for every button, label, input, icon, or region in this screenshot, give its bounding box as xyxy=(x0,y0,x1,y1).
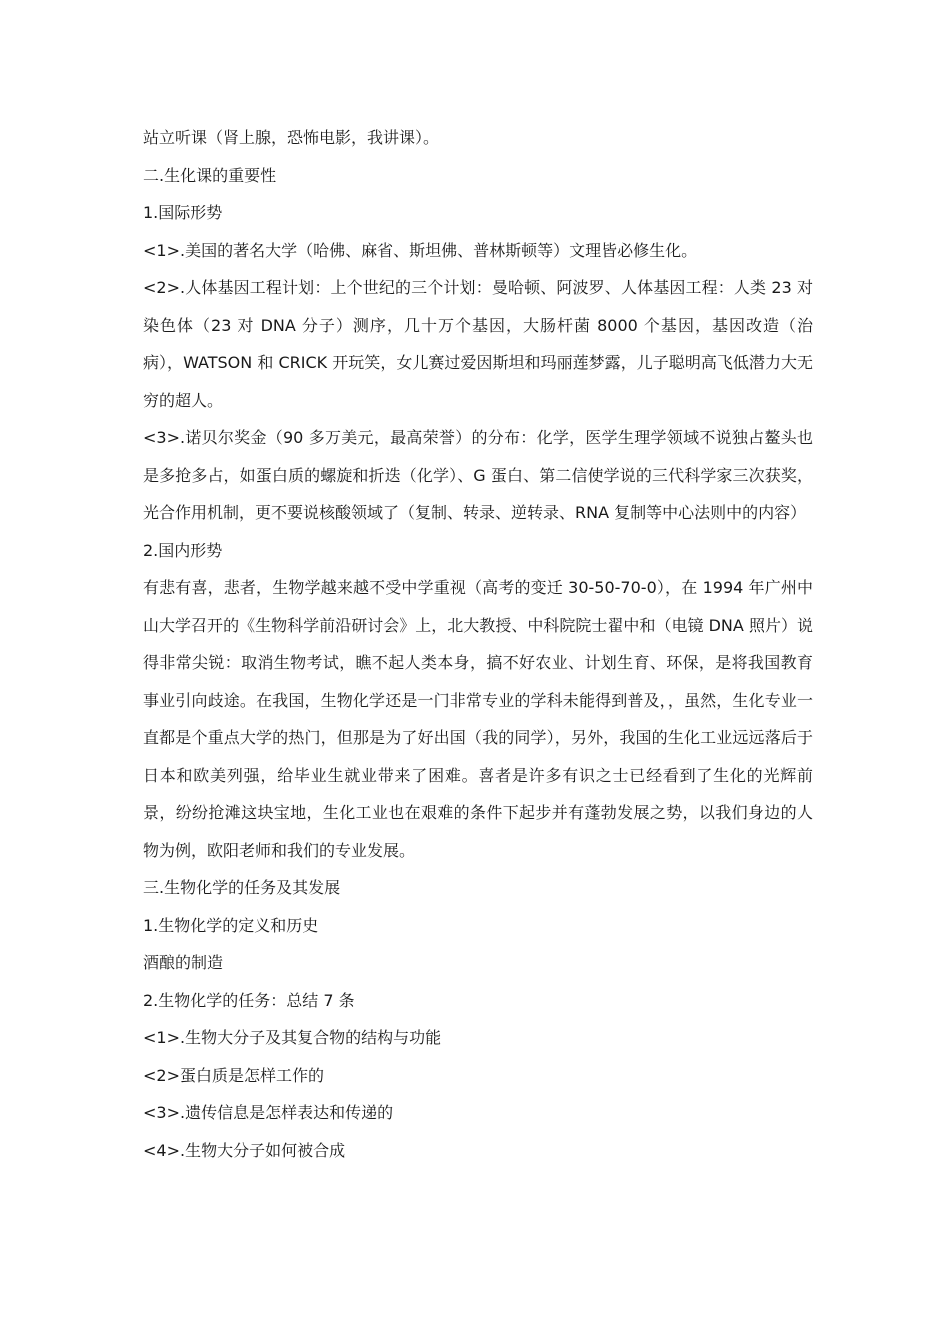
paragraph-standing-lecture: 站立听课（肾上腺，恐怖电影，我讲课）。 xyxy=(143,128,440,147)
subheading-definition-history: 1.生物化学的定义和历史 xyxy=(143,915,319,935)
list-item-task-4: <4>.生物大分子如何被合成 xyxy=(143,1140,346,1160)
paragraph-nobel-prize: <3>.诺贝尔奖金（90 多万美元，最高荣誉）的分布：化学，医学生理学领域不说独占鳌头也是多抢多占，如蛋白质的螺旋和折迭（化学）、G 蛋白、第二信使学说的三代科学家三次获奖，光合作用机制，更不要说核酸领域了（复制、转录、逆转录、RNA 复制等中心法则中的内容） xyxy=(143,428,813,522)
section-heading-tasks: 三.生物化学的任务及其发展 xyxy=(143,878,341,897)
paragraph-us-universities: <1>.美国的著名大学（哈佛、麻省、斯坦佛、普林斯顿等）文理皆必修生化。 xyxy=(143,240,698,260)
subheading-tasks-summary: 2.生物化学的任务：总结 7 条 xyxy=(143,990,355,1010)
document-body xyxy=(143,119,813,1169)
subheading-international: 1.国际形势 xyxy=(143,203,223,222)
paragraph-domestic-situation: 有悲有喜，悲者，生物学越来越不受中学重视（高考的变迁 30-50-70-0），在 1994 年广州中山大学召开的《生物科学前沿研讨会》上，北大教授、中科院院士翟中和（电镜 DNA 照片）说得非常尖锐：取消生物考试，瞧不起人类本身，搞不好农业、计划生育、环保，是将我国教育事业引向歧途。在我国，生物化学还是一门非常专业的学科未能得到普及，，虽然，生化专业一直都是个重点大学的热门，但那是为了好出国（我的同学），另外，我国的生化工业远远落后于日本和欧美列强，给毕业生就业带来了困难。喜者是许多有识之士已经看到了生化的光辉前景，纷纷抢滩这块宝地，生化工业也在艰难的条件下起步并有蓬勃发展之势，以我们身边的人物为例，欧阳老师和我们的专业发展。 xyxy=(143,578,813,860)
subheading-domestic: 2.国内形势 xyxy=(143,540,223,560)
list-item-task-2: <2>蛋白质是怎样工作的 xyxy=(143,1065,324,1085)
section-heading-importance: 二.生化课的重要性 xyxy=(143,165,277,185)
paragraph-rice-wine: 酒酿的制造 xyxy=(143,953,224,972)
list-item-task-1: <1>.生物大分子及其复合物的结构与功能 xyxy=(143,1028,442,1047)
paragraph-genome-project: <2>.人体基因工程计划：上个世纪的三个计划：曼哈顿、阿波罗、人体基因工程：人类 23 对染色体（23 对 DNA 分子）测序，几十万个基因，大肠杆菌 8000 个基因，基因改造（治病），WATSON 和 CRICK 开玩笑，女儿赛过爱因斯坦和玛丽莲梦露，儿子聪明高飞低潜力大无穷的超人。 xyxy=(143,278,813,410)
list-item-task-3: <3>.遗传信息是怎样表达和传递的 xyxy=(143,1103,394,1122)
